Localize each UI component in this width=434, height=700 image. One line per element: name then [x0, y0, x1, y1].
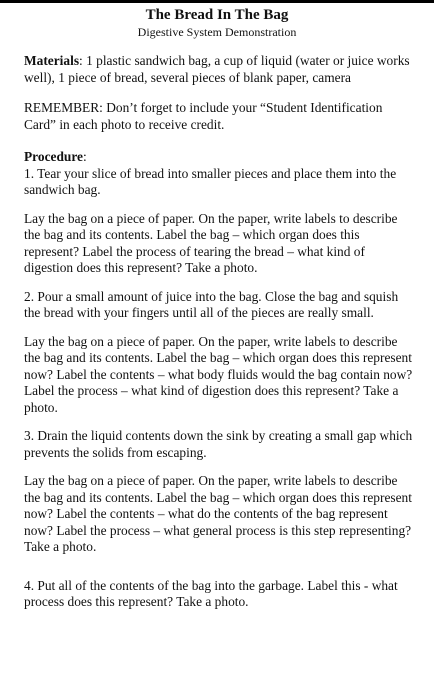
document-title: The Bread In The Bag	[145, 7, 289, 23]
document-subtitle: Digestive System Demonstration	[137, 25, 297, 39]
reminder-paragraph: REMEMBER: Don’t forget to include your “Student Identification Card” in each photo to receive credit.	[24, 100, 383, 132]
step-3-instructions: Lay the bag on a piece of paper. On the paper, write labels to describe the bag and its contents. Label the bag – which organ does this represent now? Label the contents – what do the contents of the bag represent now? Label the process – what general process is this step representing? Take a photo.	[24, 473, 412, 554]
step-4-text: 4. Put all of the contents of the bag into the garbage. Label this - what process does this represent? Take a photo.	[24, 577, 398, 609]
procedure-heading	[24, 149, 414, 166]
step-2-instructions: Lay the bag on a piece of paper. On the paper, write labels to describe the bag and its contents. Label the bag – which organ does this represent now? Label the contents – what body fluids would the bag contain now? Label the process – what kind of digestion does this represent? Take a photo.	[24, 333, 413, 415]
procedure-label: Procedure	[24, 149, 84, 164]
step-3-text: 3. Drain the liquid contents down the sink by creating a small gap which prevents the solids from escaping.	[24, 428, 413, 460]
materials-label: Materials	[24, 53, 80, 68]
materials-paragraph	[24, 53, 414, 86]
step-1-instructions: Lay the bag on a piece of paper. On the paper, write labels to describe the bag and its contents. Label the bag – which organ does this represent? Label the process of tearing the bread – what kind of digestion does this represent? Take a photo.	[24, 210, 398, 275]
step-1-text: 1. Tear your slice of bread into smaller pieces and place them into the sandwich bag.	[24, 165, 397, 197]
materials-text: : 1 plastic sandwich bag, a cup of liquid (water or juice works well), 1 piece of bread, several pieces of blank paper, camera	[24, 53, 410, 85]
document-body	[24, 53, 414, 611]
step-2-text: 2. Pour a small amount of juice into the bag. Close the bag and squish the bread with your fingers until all of the pieces are really small.	[24, 288, 399, 320]
procedure-label-suffix: :	[83, 149, 87, 164]
